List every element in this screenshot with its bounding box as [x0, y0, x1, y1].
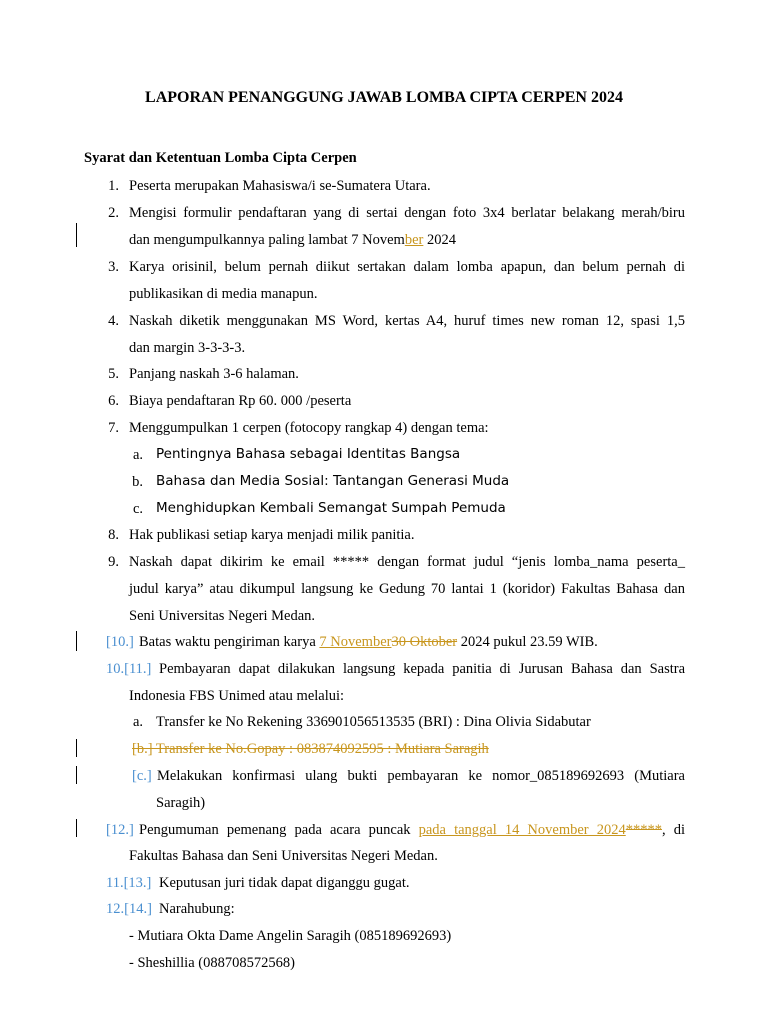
list-item: Karya orisinil, belum pernah diikut sertakan dalam lomba apapun, dan belum pernah di — [129, 259, 685, 275]
list-number-tracked: [12.] — [106, 822, 134, 838]
new-number: [11.] — [124, 661, 152, 677]
new-number: [14.] — [124, 901, 152, 917]
list-item-continuation: judul karya” atau dikumpul langsung ke Gedung 70 lantai 1 (koridor) Fakultas Bahasa dan — [129, 581, 685, 597]
tracked-deletion: [b.] Transfer ke No.Gopay : 083874092595 : Mutiara Saragih — [132, 741, 489, 757]
payment-option: Transfer ke No Rekening 336901056513535 (BRI) : Dina Olivia Sidabutar — [156, 714, 591, 730]
old-number: 10. — [106, 661, 125, 677]
list-item-continuation — [129, 230, 456, 250]
list-number: 5. — [108, 366, 119, 382]
change-bar — [76, 223, 77, 247]
list-item-continuation: Indonesia FBS Unimed atau melalui: — [129, 688, 345, 704]
list-item: Narahubung: — [159, 901, 235, 917]
list-number-tracked — [106, 873, 151, 893]
contact-line: - Mutiara Okta Dame Angelin Saragih (085189692693) — [129, 928, 452, 944]
list-number-tracked — [106, 899, 152, 919]
list-number: 2. — [108, 205, 119, 221]
tracked-deletion: 30 Oktober — [391, 634, 458, 650]
tracked-insertion: ber — [404, 232, 424, 248]
text-run: dan mengumpulkannya paling lambat 7 Novem — [129, 232, 405, 248]
payment-option: Melakukan konfirmasi ulang bukti pembayaran ke nomor_085189692693 (Mutiara — [157, 768, 685, 784]
list-number-tracked: [10.] — [106, 634, 134, 650]
list-item: Biaya pendaftaran Rp 60. 000 /peserta — [129, 393, 352, 409]
old-number: 11. — [106, 875, 124, 891]
list-number: 7. — [108, 420, 119, 436]
change-bar — [76, 631, 77, 651]
old-number: 12. — [106, 901, 125, 917]
theme-item: Menghidupkan Kembali Semangat Sumpah Pemuda — [156, 500, 506, 516]
list-item: Pembayaran dapat dilakukan langsung kepada panitia di Jurusan Bahasa dan Sastra — [159, 661, 685, 677]
theme-item: Pentingnya Bahasa sebagai Identitas Bangsa — [156, 446, 461, 462]
list-number: 8. — [108, 527, 119, 543]
list-item-continuation: Fakultas Bahasa dan Seni Universitas Negeri Medan. — [129, 848, 438, 864]
text-run: , di — [661, 822, 685, 838]
theme-item: Bahasa dan Media Sosial: Tantangan Generasi Muda — [156, 473, 510, 489]
tracked-insertion: pada tanggal 14 November 2024 — [418, 822, 626, 838]
text-run: Pengumuman pemenang pada acara puncak — [139, 822, 419, 838]
sub-number: a. — [132, 447, 143, 463]
list-item: Hak publikasi setiap karya menjadi milik panitia. — [129, 527, 415, 543]
tracked-deletion: ***** — [625, 822, 662, 838]
sub-number: b. — [132, 474, 143, 490]
tracked-insertion: 7 November — [319, 634, 392, 650]
change-bar — [76, 819, 77, 837]
page-title: LAPORAN PENANGGUNG JAWAB LOMBA CIPTA CERPEN 2024 — [145, 89, 623, 106]
list-item-continuation: publikasikan di media manapun. — [129, 286, 318, 302]
sub-number-tracked: [c.] — [132, 768, 152, 784]
list-number: 9. — [108, 554, 119, 570]
list-item: Menggumpulkan 1 cerpen (fotocopy rangkap 4) dengan tema: — [129, 420, 489, 436]
list-item — [139, 632, 598, 652]
text-run: 2024 — [423, 232, 456, 248]
list-number: 1. — [108, 178, 119, 194]
list-item: Mengisi formulir pendaftaran yang di sertai dengan foto 3x4 berlatar belakang merah/biru — [129, 205, 685, 221]
list-number: 6. — [108, 393, 119, 409]
list-item: Panjang naskah 3-6 halaman. — [129, 366, 299, 382]
change-bar — [76, 766, 77, 784]
new-number: [13.] — [123, 875, 152, 891]
payment-option-continuation: Saragih) — [156, 795, 206, 811]
list-item-continuation: Seni Universitas Negeri Medan. — [129, 608, 316, 624]
list-item: Naskah diketik menggunakan MS Word, kertas A4, huruf times new roman 12, spasi 1,5 — [129, 313, 685, 329]
list-number: 3. — [108, 259, 119, 275]
list-number-tracked — [106, 659, 151, 679]
list-item-continuation: dan margin 3-3-3-3. — [129, 340, 246, 356]
section-heading: Syarat dan Ketentuan Lomba Cipta Cerpen — [84, 150, 357, 166]
list-item: Keputusan juri tidak dapat diganggu gugat. — [159, 875, 410, 891]
list-item: Naskah dapat dikirim ke email ***** dengan format judul “jenis lomba_nama peserta_ — [129, 554, 685, 570]
list-item: Peserta merupakan Mahasiswa/i se-Sumatera Utara. — [129, 178, 431, 194]
text-run: 2024 pukul 23.59 WIB. — [457, 634, 598, 650]
contact-line: - Sheshillia (088708572568) — [129, 955, 295, 971]
list-number: 4. — [108, 313, 119, 329]
sub-number: a. — [132, 714, 143, 730]
sub-number: c. — [132, 501, 143, 517]
list-item — [139, 820, 685, 840]
change-bar — [76, 739, 77, 757]
text-run: Batas waktu pengiriman karya — [139, 634, 320, 650]
